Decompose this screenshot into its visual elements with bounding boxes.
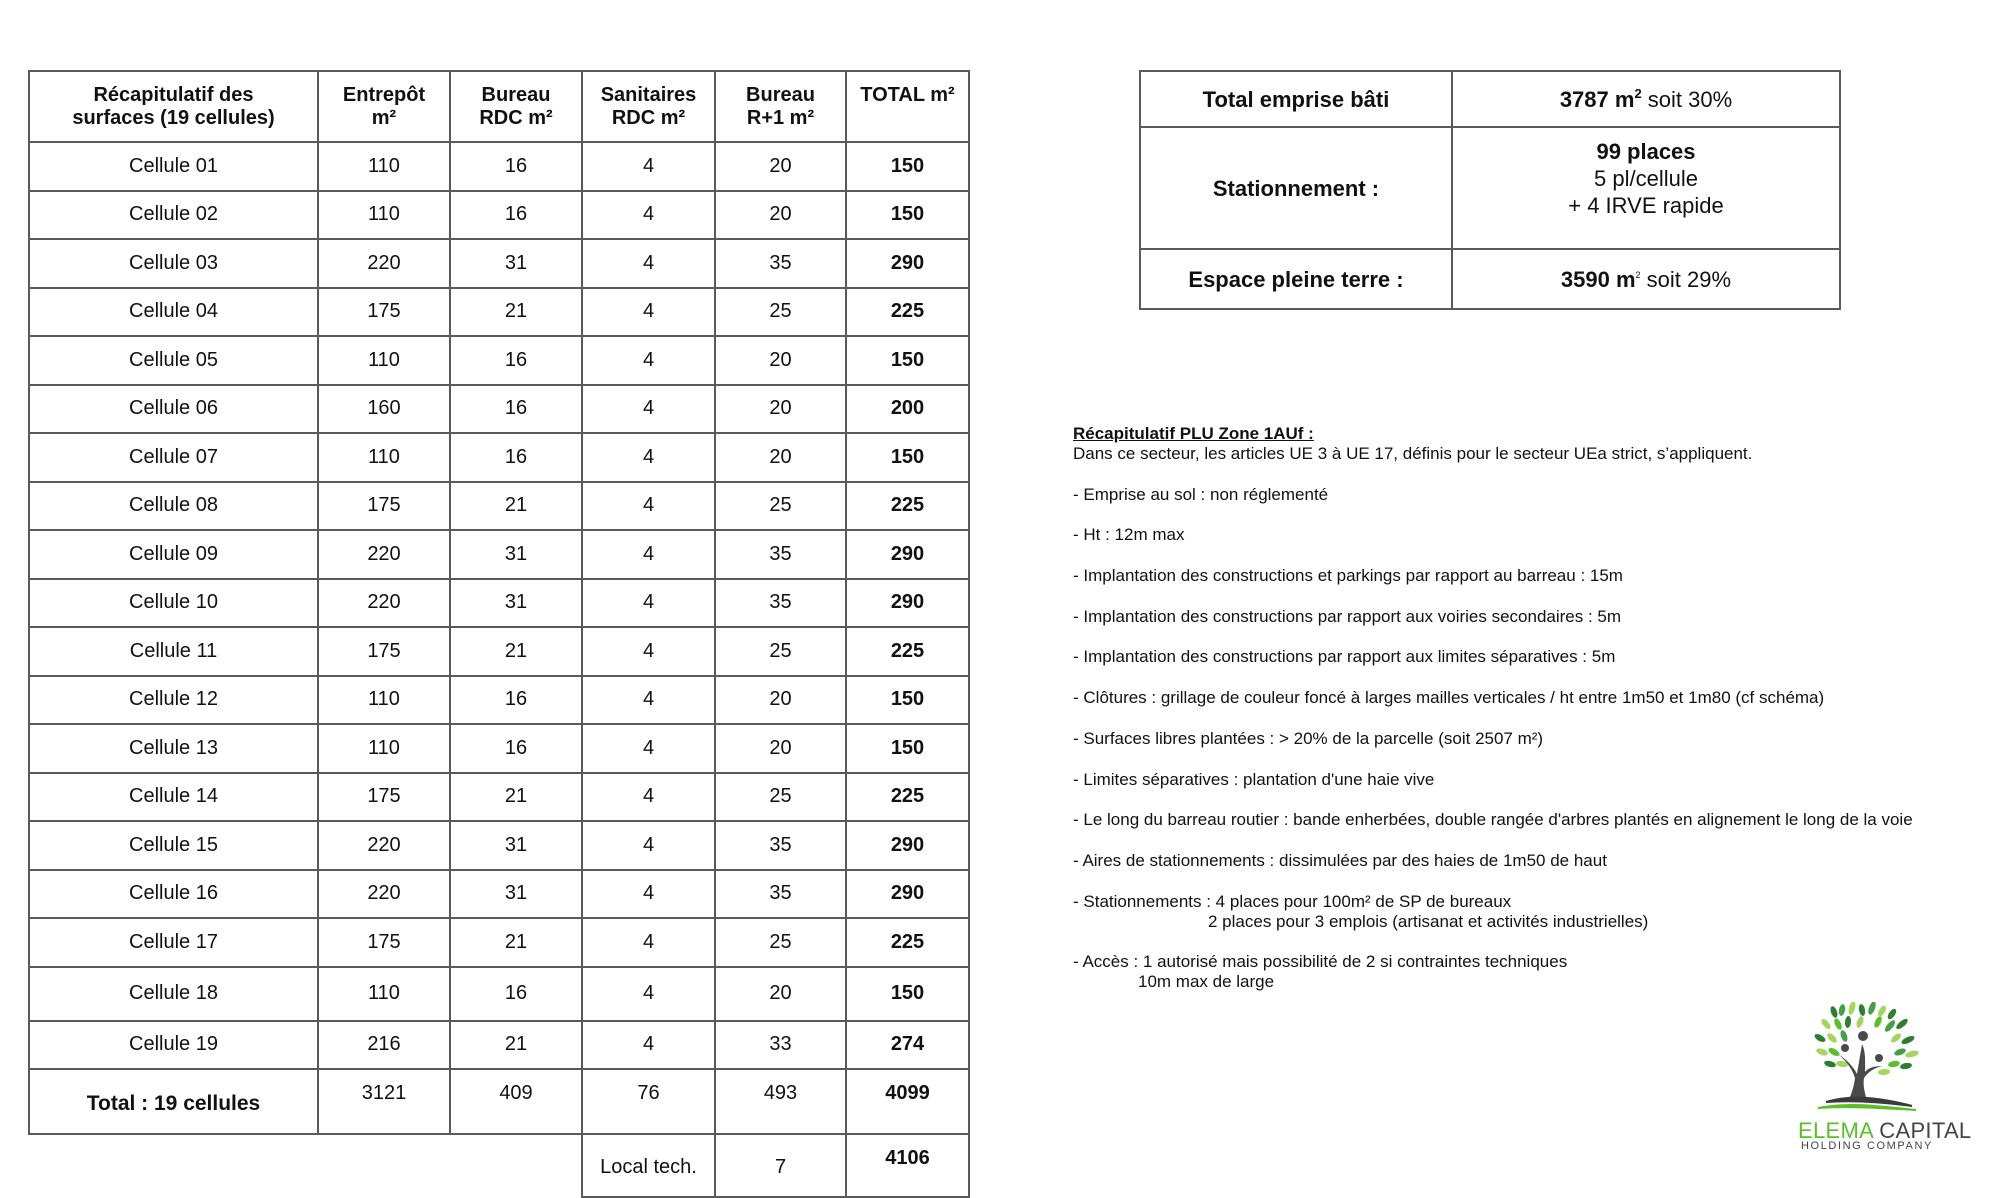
plu-item <box>1073 607 1933 627</box>
header-line: TOTAL m² <box>860 84 955 106</box>
cell-entrepot: 175 <box>318 773 450 822</box>
cell-label: Cellule 07 <box>29 433 318 482</box>
cell-bureau-r1: 25 <box>715 482 846 531</box>
cell-label: Cellule 08 <box>29 482 318 531</box>
cell-bureau-r1: 35 <box>715 579 846 628</box>
header-bureau-rdc <box>450 71 582 142</box>
cell-label: Cellule 18 <box>29 967 318 1021</box>
cell-label: Cellule 14 <box>29 773 318 822</box>
header-line: Bureau <box>746 83 815 106</box>
cell-sanitaires: 4 <box>582 239 715 288</box>
total-bureau-rdc: 409 <box>450 1069 582 1134</box>
header-bureau-r1 <box>715 71 846 142</box>
cell-total: 290 <box>846 239 969 288</box>
cell-entrepot: 220 <box>318 870 450 919</box>
cell-total: 225 <box>846 773 969 822</box>
cell-sanitaires: 4 <box>582 967 715 1021</box>
cell-total: 225 <box>846 627 969 676</box>
cell-bureau-r1: 20 <box>715 191 846 240</box>
total-sanitaires: 76 <box>582 1069 715 1134</box>
table-row <box>29 579 969 628</box>
cell-bureau-rdc: 31 <box>450 870 582 919</box>
cell-bureau-r1: 25 <box>715 627 846 676</box>
local-tech-label: Local tech. <box>582 1134 715 1197</box>
table-row <box>29 773 969 822</box>
total-entrepot: 3121 <box>318 1069 450 1134</box>
cell-sanitaires: 4 <box>582 433 715 482</box>
header-entrepot <box>318 71 450 142</box>
cell-sanitaires: 4 <box>582 336 715 385</box>
cell-label: Cellule 10 <box>29 579 318 628</box>
cell-sanitaires: 4 <box>582 870 715 919</box>
table-row <box>29 1021 969 1070</box>
cell-bureau-r1: 20 <box>715 336 846 385</box>
cell-total: 225 <box>846 482 969 531</box>
logo-tagline: HOLDING COMPANY <box>1801 1140 1933 1152</box>
total-label: Total : 19 cellules <box>29 1069 318 1134</box>
cell-entrepot: 160 <box>318 385 450 434</box>
cell-entrepot: 110 <box>318 724 450 773</box>
cell-label: Cellule 09 <box>29 530 318 579</box>
local-tech-total: 4106 <box>846 1134 969 1197</box>
header-line: RDC m² <box>611 106 686 129</box>
cell-total: 150 <box>846 336 969 385</box>
cell-label: Cellule 11 <box>29 627 318 676</box>
plu-item <box>1073 952 1933 992</box>
cell-entrepot: 110 <box>318 967 450 1021</box>
cell-entrepot: 110 <box>318 191 450 240</box>
cell-sanitaires: 4 <box>582 288 715 337</box>
cell-sanitaires: 4 <box>582 579 715 628</box>
plu-item <box>1073 688 1933 708</box>
header-line: m² <box>371 106 397 129</box>
stationnement-label: Stationnement : <box>1140 127 1452 249</box>
plu-summary <box>1073 424 1933 992</box>
cell-bureau-r1: 20 <box>715 967 846 1021</box>
cell-label: Cellule 12 <box>29 676 318 725</box>
table-row <box>29 142 969 191</box>
cell-sanitaires: 4 <box>582 1021 715 1070</box>
header-line: surfaces (19 cellules) <box>72 106 275 129</box>
cell-bureau-rdc: 16 <box>450 385 582 434</box>
cell-label: Cellule 13 <box>29 724 318 773</box>
cell-bureau-rdc: 21 <box>450 482 582 531</box>
header-recap <box>29 71 318 142</box>
summary-row-emprise <box>1140 71 1840 127</box>
table-row <box>29 239 969 288</box>
emprise-area: 3787 m <box>1559 86 1635 112</box>
stationnement-value <box>1452 127 1840 249</box>
cell-entrepot: 220 <box>318 239 450 288</box>
cell-entrepot: 175 <box>318 288 450 337</box>
pleine-terre-sup: 2 <box>1635 269 1641 280</box>
plu-item-continuation: 2 places pour 3 emplois (artisanat et activités industrielles) <box>1208 911 1649 931</box>
local-tech-value: 7 <box>715 1134 846 1197</box>
logo-brand-elema: ELEMA <box>1798 1118 1873 1143</box>
cell-entrepot: 110 <box>318 336 450 385</box>
header-line: Entrepôt <box>342 83 426 106</box>
cell-bureau-r1: 20 <box>715 676 846 725</box>
cell-total: 274 <box>846 1021 969 1070</box>
table-row <box>29 385 969 434</box>
table-header-row <box>29 71 969 142</box>
cell-entrepot: 220 <box>318 579 450 628</box>
table-row <box>29 724 969 773</box>
cell-entrepot: 175 <box>318 627 450 676</box>
cell-entrepot: 175 <box>318 482 450 531</box>
cell-bureau-r1: 25 <box>715 773 846 822</box>
plu-intro: Dans ce secteur, les articles UE 3 à UE 17, définis pour le secteur UEa strict, s’appliquent. <box>1073 444 1753 463</box>
cell-bureau-rdc: 21 <box>450 1021 582 1070</box>
cell-sanitaires: 4 <box>582 385 715 434</box>
cell-sanitaires: 4 <box>582 482 715 531</box>
cell-bureau-r1: 25 <box>715 918 846 967</box>
stationnement-per-cell: 5 pl/cellule <box>1594 166 1698 191</box>
cell-bureau-rdc: 21 <box>450 918 582 967</box>
table-row <box>29 482 969 531</box>
plu-item <box>1073 851 1933 871</box>
plu-item <box>1073 647 1933 667</box>
cell-bureau-r1: 35 <box>715 870 846 919</box>
cell-sanitaires: 4 <box>582 724 715 773</box>
plu-item-continuation: 10m max de large <box>1138 972 1275 992</box>
cell-bureau-rdc: 31 <box>450 239 582 288</box>
plu-item-text: - Implantation des constructions par rapport aux limites séparatives : 5m <box>1073 647 1616 667</box>
cell-entrepot: 220 <box>318 821 450 870</box>
tree-people-icon <box>1812 1002 1932 1112</box>
plu-item-text: - Limites séparatives : plantation d'une haie vive <box>1073 769 1435 789</box>
cell-sanitaires: 4 <box>582 627 715 676</box>
cell-label: Cellule 17 <box>29 918 318 967</box>
plu-title: Récapitulatif PLU Zone 1AUf : <box>1073 424 1314 443</box>
plu-item <box>1073 810 1933 830</box>
cell-label: Cellule 05 <box>29 336 318 385</box>
header-line: Récapitulatif des <box>93 83 254 106</box>
cell-label: Cellule 06 <box>29 385 318 434</box>
plu-item <box>1073 566 1933 586</box>
cell-label: Cellule 15 <box>29 821 318 870</box>
header-total <box>846 71 969 142</box>
cell-total: 150 <box>846 967 969 1021</box>
cell-bureau-rdc: 21 <box>450 627 582 676</box>
cell-bureau-r1: 20 <box>715 724 846 773</box>
local-tech-row <box>29 1134 969 1197</box>
table-row <box>29 821 969 870</box>
header-sanitaires <box>582 71 715 142</box>
cell-bureau-rdc: 16 <box>450 191 582 240</box>
cell-bureau-rdc: 31 <box>450 579 582 628</box>
site-summary-table <box>1139 70 1841 310</box>
cell-label: Cellule 04 <box>29 288 318 337</box>
plu-item <box>1073 485 1933 505</box>
table-row <box>29 918 969 967</box>
cell-total: 150 <box>846 676 969 725</box>
cell-bureau-r1: 33 <box>715 1021 846 1070</box>
cell-bureau-r1: 20 <box>715 385 846 434</box>
cell-total: 290 <box>846 821 969 870</box>
cell-bureau-r1: 20 <box>715 433 846 482</box>
table-row <box>29 967 969 1021</box>
stationnement-irve: + 4 IRVE rapide <box>1568 193 1724 218</box>
cell-total: 225 <box>846 918 969 967</box>
emprise-value <box>1452 71 1840 127</box>
table-row <box>29 336 969 385</box>
stationnement-places: 99 places <box>1596 139 1696 164</box>
empty-cell <box>450 1134 582 1197</box>
cell-bureau-rdc: 31 <box>450 530 582 579</box>
plu-item-text: - Implantation des constructions par rapport aux voiries secondaires : 5m <box>1073 606 1622 626</box>
table-row <box>29 676 969 725</box>
cell-bureau-r1: 20 <box>715 142 846 191</box>
cell-sanitaires: 4 <box>582 191 715 240</box>
cell-total: 200 <box>846 385 969 434</box>
plu-item-text: - Ht : 12m max <box>1073 525 1185 545</box>
cell-sanitaires: 4 <box>582 676 715 725</box>
cell-total: 150 <box>846 142 969 191</box>
emprise-label: Total emprise bâti <box>1140 71 1452 127</box>
empty-cell <box>318 1134 450 1197</box>
table-total-row <box>29 1069 969 1134</box>
surfaces-summary-table <box>28 70 970 1198</box>
cell-bureau-rdc: 16 <box>450 724 582 773</box>
cell-bureau-rdc: 31 <box>450 821 582 870</box>
cell-label: Cellule 16 <box>29 870 318 919</box>
cell-bureau-rdc: 21 <box>450 288 582 337</box>
total-grand: 4099 <box>846 1069 969 1134</box>
cell-label: Cellule 02 <box>29 191 318 240</box>
plu-item-text: - Emprise au sol : non réglementé <box>1073 484 1329 504</box>
cell-bureau-rdc: 16 <box>450 433 582 482</box>
table-row <box>29 288 969 337</box>
cell-bureau-r1: 25 <box>715 288 846 337</box>
plu-item-text: - Stationnements : 4 places pour 100m² de SP de bureaux <box>1073 891 1512 911</box>
plu-item-text: - Implantation des constructions et parkings par rapport au barreau : 15m <box>1073 566 1623 586</box>
plu-item-text: - Le long du barreau routier : bande enherbées, double rangée d'arbres plantés en alignement le long de la voie <box>1073 810 1913 830</box>
cell-label: Cellule 03 <box>29 239 318 288</box>
cell-total: 150 <box>846 724 969 773</box>
cell-bureau-rdc: 16 <box>450 676 582 725</box>
emprise-percent: soit 30% <box>1641 86 1733 112</box>
cell-sanitaires: 4 <box>582 918 715 967</box>
cell-sanitaires: 4 <box>582 773 715 822</box>
cell-sanitaires: 4 <box>582 821 715 870</box>
cell-total: 150 <box>846 191 969 240</box>
cell-entrepot: 110 <box>318 676 450 725</box>
plu-item-text: - Clôtures : grillage de couleur foncé à larges mailles verticales / ht entre 1m50 et 1m80 (cf schéma) <box>1073 688 1825 708</box>
pleine-terre-value <box>1452 249 1840 309</box>
cell-sanitaires: 4 <box>582 530 715 579</box>
cell-total: 290 <box>846 870 969 919</box>
table-row <box>29 530 969 579</box>
pleine-terre-label: Espace pleine terre : <box>1140 249 1452 309</box>
table-row <box>29 870 969 919</box>
pleine-terre-area: 3590 m <box>1560 266 1636 292</box>
cell-bureau-r1: 35 <box>715 239 846 288</box>
plu-item <box>1073 892 1933 932</box>
elema-capital-logo <box>1790 1000 1972 1160</box>
cell-bureau-rdc: 16 <box>450 967 582 1021</box>
header-line: Sanitaires <box>600 83 697 106</box>
pleine-terre-percent: soit 29% <box>1640 266 1732 292</box>
plu-item <box>1073 729 1933 749</box>
emprise-sup: 2 <box>1634 85 1642 101</box>
plu-item <box>1073 525 1933 545</box>
cell-entrepot: 110 <box>318 433 450 482</box>
cell-entrepot: 216 <box>318 1021 450 1070</box>
cell-entrepot: 110 <box>318 142 450 191</box>
cell-total: 290 <box>846 579 969 628</box>
table-row <box>29 433 969 482</box>
plu-item-text: - Accès : 1 autorisé mais possibilité de 2 si contraintes techniques <box>1073 952 1568 972</box>
summary-row-pleine-terre <box>1140 249 1840 309</box>
cell-label: Cellule 19 <box>29 1021 318 1070</box>
header-line: R+1 m² <box>746 106 815 129</box>
table-row <box>29 627 969 676</box>
cell-bureau-rdc: 16 <box>450 336 582 385</box>
plu-item-text: - Aires de stationnements : dissimulées par des haies de 1m50 de haut <box>1073 850 1607 870</box>
plu-item <box>1073 770 1933 790</box>
cell-bureau-rdc: 21 <box>450 773 582 822</box>
cell-total: 290 <box>846 530 969 579</box>
total-bureau-r1: 493 <box>715 1069 846 1134</box>
cell-label: Cellule 01 <box>29 142 318 191</box>
empty-cell <box>29 1134 318 1197</box>
header-line: RDC m² <box>479 106 553 129</box>
plu-item-text: - Surfaces libres plantées : > 20% de la parcelle (soit 2507 m²) <box>1073 728 1544 748</box>
cell-bureau-r1: 35 <box>715 530 846 579</box>
header-line: Bureau <box>481 83 551 106</box>
cell-total: 150 <box>846 433 969 482</box>
cell-bureau-r1: 35 <box>715 821 846 870</box>
cell-entrepot: 175 <box>318 918 450 967</box>
cell-bureau-rdc: 16 <box>450 142 582 191</box>
cell-sanitaires: 4 <box>582 142 715 191</box>
cell-entrepot: 220 <box>318 530 450 579</box>
logo-brand-capital: CAPITAL <box>1872 1118 1972 1143</box>
summary-row-stationnement <box>1140 127 1840 249</box>
cell-total: 225 <box>846 288 969 337</box>
table-row <box>29 191 969 240</box>
